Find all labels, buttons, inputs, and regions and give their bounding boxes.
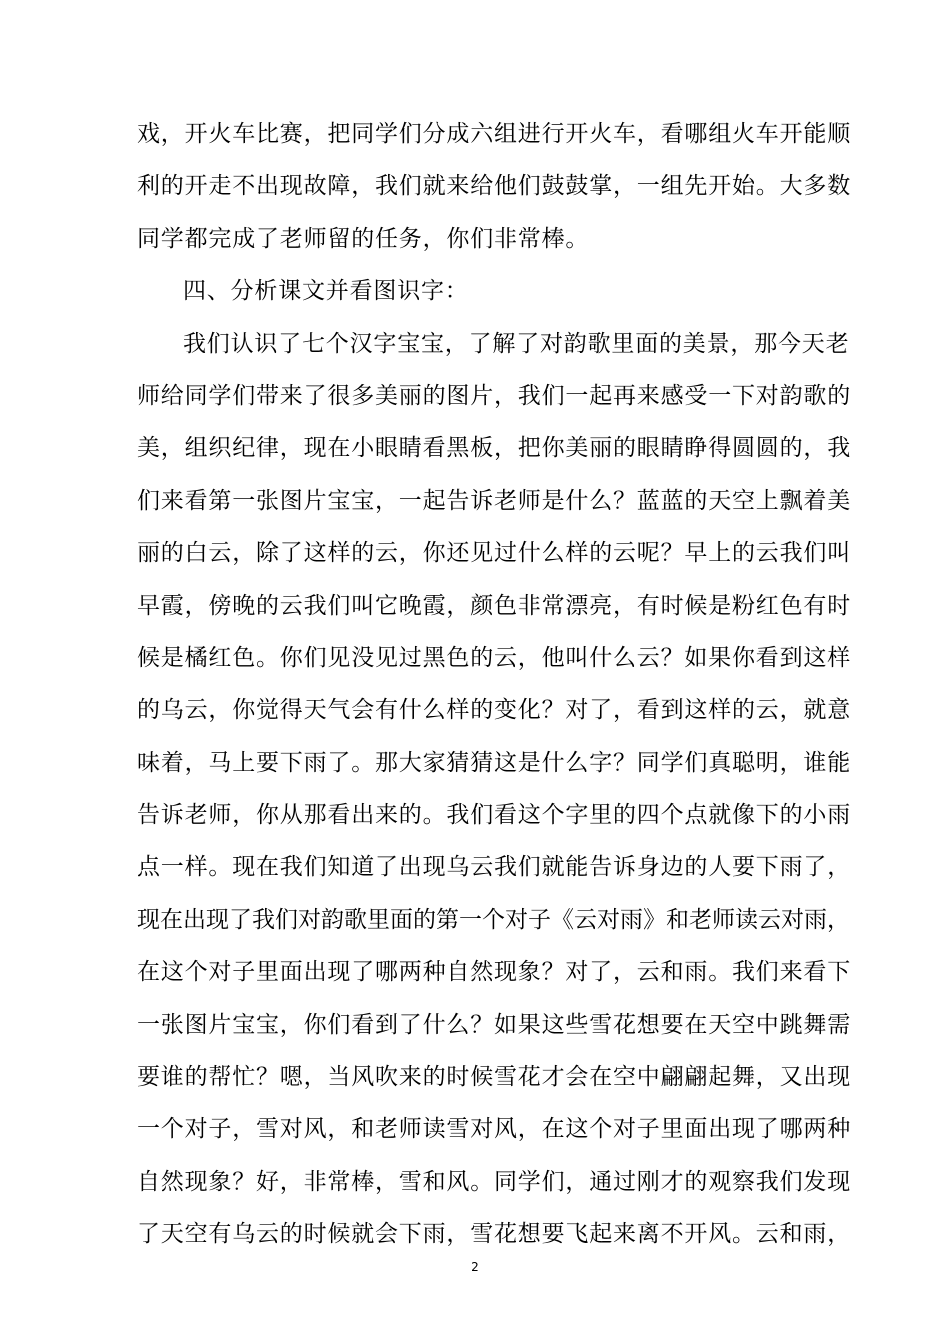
text-line: 一张图片宝宝，你们看到了什么？如果这些雪花想要在天空中跳舞需 — [137, 1011, 851, 1038]
text-line: 利的开走不出现故障，我们就来给他们鼓鼓掌，一组先开始。大多数 — [137, 173, 851, 200]
text-line: 现在出现了我们对韵歌里面的第一个对子《云对雨》和老师读云对雨， — [137, 906, 850, 933]
text-line: 师给同学们带来了很多美丽的图片，我们一起再来感受一下对韵歌的 — [137, 382, 851, 409]
page-number: 2 — [471, 1260, 479, 1274]
document-body — [137, 121, 851, 1274]
text-line: 丽的白云，除了这样的云，你还见过什么样的云呢？早上的云我们叫 — [137, 540, 851, 567]
text-line: 的乌云，你觉得天气会有什么样的变化？对了，看到这样的云，就意 — [137, 697, 851, 724]
section-heading: 四、分析课文并看图识字： — [183, 278, 469, 305]
text-line: 我们认识了七个汉字宝宝，了解了对韵歌里面的美景，那今天老 — [183, 330, 850, 357]
text-line: 美，组织纪律，现在小眼睛看黑板，把你美丽的眼睛睁得圆圆的，我 — [137, 435, 851, 462]
text-line: 候是橘红色。你们见没见过黑色的云，他叫什么云？如果你看到这样 — [137, 644, 851, 671]
text-line: 戏，开火车比赛，把同学们分成六组进行开火车，看哪组火车开能顺 — [137, 121, 851, 147]
text-line: 同学都完成了老师留的任务，你们非常棒。 — [137, 225, 590, 252]
text-line: 味着，马上要下雨了。那大家猜猜这是什么字？同学们真聪明，谁能 — [137, 749, 851, 776]
text-line: 自然现象？好，非常棒，雪和风。同学们，通过刚才的观察我们发现 — [137, 1168, 851, 1195]
text-line: 要谁的帮忙？嗯，当风吹来的时候雪花才会在空中翩翩起舞，又出现 — [137, 1064, 851, 1091]
text-line: 点一样。现在我们知道了出现乌云我们就能告诉身边的人要下雨了， — [137, 854, 851, 881]
text-line: 在这个对子里面出现了哪两种自然现象？对了，云和雨。我们来看下 — [137, 959, 851, 986]
text-line: 告诉老师，你从那看出来的。我们看这个字里的四个点就像下的小雨 — [137, 802, 851, 829]
text-line: 们来看第一张图片宝宝，一起告诉老师是什么？蓝蓝的天空上飘着美 — [137, 487, 851, 514]
text-line: 了天空有乌云的时候就会下雨，雪花想要飞起来离不开风。云和雨， — [137, 1221, 851, 1248]
text-line: 一个对子，雪对风，和老师读雪对风，在这个对子里面出现了哪两种 — [137, 1116, 851, 1143]
text-line: 早霞，傍晚的云我们叫它晚霞，颜色非常漂亮，有时候是粉红色有时 — [137, 592, 851, 619]
